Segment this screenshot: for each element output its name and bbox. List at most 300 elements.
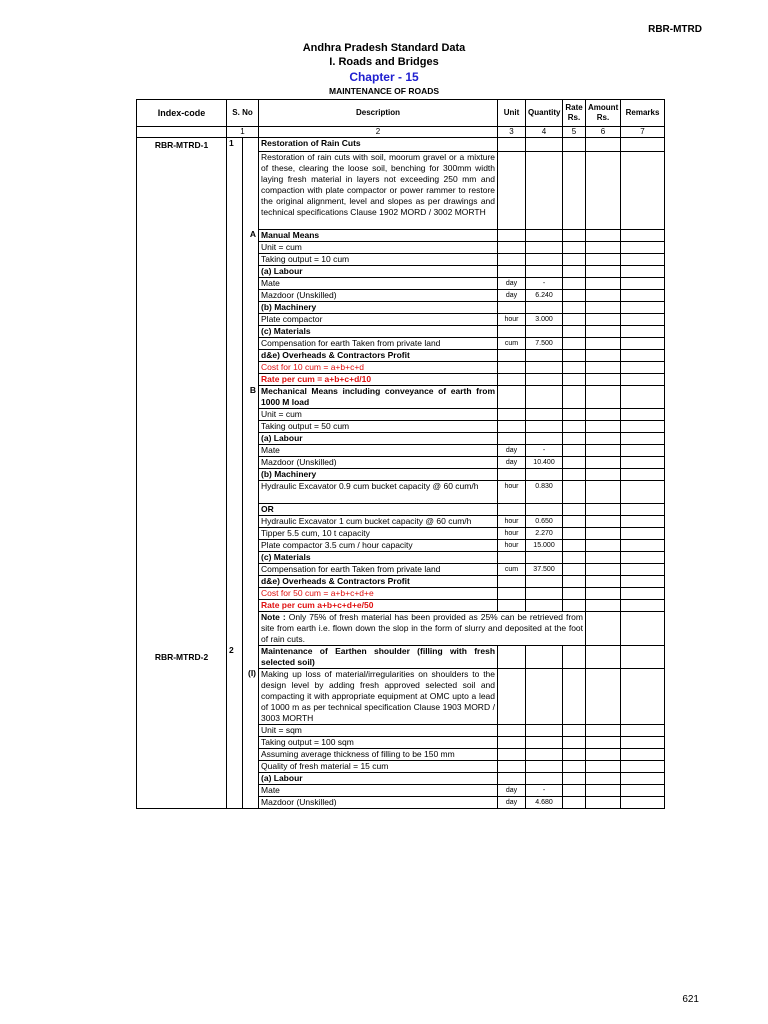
table-row	[137, 253, 665, 265]
sub-item-cell	[243, 432, 259, 444]
remarks-cell	[621, 151, 665, 229]
serial-number-cell	[227, 151, 243, 229]
sub-item-cell: B	[243, 385, 259, 408]
description-cell: Mate	[259, 277, 498, 289]
description-cell: Restoration of Rain Cuts	[259, 138, 498, 152]
serial-number-cell	[227, 444, 243, 456]
table-row	[137, 736, 665, 748]
unit-cell	[498, 138, 526, 152]
unit-cell	[498, 772, 526, 784]
serial-number-cell	[227, 337, 243, 349]
serial-number-cell	[227, 277, 243, 289]
table-row	[137, 796, 665, 808]
index-code-cell	[137, 373, 227, 385]
description-cell: (b) Machinery	[259, 468, 498, 480]
serial-number-cell	[227, 313, 243, 325]
description-cell: Hydraulic Excavator 1 cum bucket capacity @ 60 cum/h	[259, 515, 498, 527]
quantity-cell: 2.270	[526, 527, 563, 539]
index-code-cell	[137, 480, 227, 503]
description-cell: Mazdoor (Unskilled)	[259, 289, 498, 301]
remarks-cell	[621, 337, 665, 349]
description-cell: Plate compactor	[259, 313, 498, 325]
rate-cell	[563, 527, 586, 539]
table-row	[137, 373, 665, 385]
document-title: Andhra Pradesh Standard Data	[302, 42, 466, 54]
amount-cell	[586, 503, 621, 515]
rate-cell	[563, 796, 586, 808]
sub-item-cell	[243, 361, 259, 373]
unit-cell	[498, 325, 526, 337]
rate-cell	[563, 724, 586, 736]
serial-number-cell	[227, 265, 243, 277]
index-code-cell	[137, 432, 227, 444]
serial-number-cell	[227, 503, 243, 515]
unit-cell: hour	[498, 527, 526, 539]
amount-cell	[586, 527, 621, 539]
serial-number-cell	[227, 468, 243, 480]
table-row	[137, 527, 665, 539]
remarks-cell	[621, 361, 665, 373]
sub-item-cell	[243, 444, 259, 456]
index-code-cell	[137, 575, 227, 587]
sub-item-cell	[243, 724, 259, 736]
rate-cell	[563, 349, 586, 361]
amount-cell	[586, 444, 621, 456]
serial-number-cell	[227, 325, 243, 337]
amount-cell	[586, 361, 621, 373]
table-row	[137, 349, 665, 361]
index-code-cell	[137, 503, 227, 515]
sub-item-cell	[243, 772, 259, 784]
amount-cell	[586, 645, 621, 668]
remarks-cell	[621, 668, 665, 724]
remarks-cell	[621, 796, 665, 808]
sub-item-cell	[243, 611, 259, 645]
rate-cell	[563, 599, 586, 611]
serial-number-cell	[227, 301, 243, 313]
rate-cell	[563, 289, 586, 301]
description-cell: Quality of fresh material = 15 cum	[259, 760, 498, 772]
rate-cell	[563, 760, 586, 772]
description-cell: (a) Labour	[259, 772, 498, 784]
serial-number-cell	[227, 784, 243, 796]
index-code-cell	[137, 515, 227, 527]
index-code-cell	[137, 668, 227, 724]
sub-item-cell	[243, 599, 259, 611]
column-number: 1	[227, 127, 259, 138]
amount-cell	[586, 289, 621, 301]
rate-cell	[563, 645, 586, 668]
table-row	[137, 599, 665, 611]
unit-cell	[498, 432, 526, 444]
remarks-cell	[621, 241, 665, 253]
column-header: Index-code	[137, 100, 227, 127]
rate-cell	[563, 265, 586, 277]
remarks-cell	[621, 229, 665, 241]
quantity-cell	[526, 420, 563, 432]
rate-cell	[563, 456, 586, 468]
description-cell: Taking output = 50 cum	[259, 420, 498, 432]
table-row	[137, 265, 665, 277]
remarks-cell	[621, 468, 665, 480]
unit-cell	[498, 420, 526, 432]
remarks-cell	[621, 551, 665, 563]
quantity-cell	[526, 503, 563, 515]
description-cell: Assuming average thickness of filling to be 150 mm	[259, 748, 498, 760]
remarks-cell	[621, 599, 665, 611]
unit-cell	[498, 408, 526, 420]
remarks-cell	[621, 760, 665, 772]
remarks-cell	[621, 503, 665, 515]
unit-cell	[498, 503, 526, 515]
quantity-cell	[526, 253, 563, 265]
remarks-cell	[621, 349, 665, 361]
sub-item-cell	[243, 527, 259, 539]
quantity-cell: 37.500	[526, 563, 563, 575]
amount-cell	[586, 760, 621, 772]
rate-cell	[563, 539, 586, 551]
description-cell: Cost for 50 cum = a+b+c+d+e	[259, 587, 498, 599]
unit-cell	[498, 748, 526, 760]
quantity-cell: 0.650	[526, 515, 563, 527]
remarks-cell	[621, 772, 665, 784]
sub-item-cell	[243, 456, 259, 468]
index-code-cell	[137, 772, 227, 784]
column-header: Description	[259, 100, 498, 127]
serial-number-cell	[227, 349, 243, 361]
description-cell: Plate compactor 3.5 cum / hour capacity	[259, 539, 498, 551]
serial-number-cell	[227, 229, 243, 241]
amount-cell	[586, 385, 621, 408]
rate-cell	[563, 748, 586, 760]
table-row	[137, 480, 665, 503]
serial-number-cell	[227, 587, 243, 599]
serial-number-cell	[227, 760, 243, 772]
table-row	[137, 138, 665, 152]
index-code-cell	[137, 277, 227, 289]
description-cell: Unit = sqm	[259, 724, 498, 736]
rate-cell	[563, 277, 586, 289]
sub-item-cell	[243, 468, 259, 480]
unit-cell: day	[498, 796, 526, 808]
column-number: 7	[621, 127, 665, 138]
description-cell: Unit = cum	[259, 241, 498, 253]
table-row	[137, 748, 665, 760]
amount-cell	[586, 229, 621, 241]
description-cell: Mate	[259, 444, 498, 456]
amount-cell	[586, 748, 621, 760]
unit-cell: day	[498, 784, 526, 796]
index-code-cell	[137, 337, 227, 349]
remarks-cell	[621, 515, 665, 527]
remarks-cell	[621, 289, 665, 301]
rate-analysis-table	[136, 99, 665, 809]
rate-cell	[563, 408, 586, 420]
index-code-cell	[137, 736, 227, 748]
index-code-cell	[137, 539, 227, 551]
table-row	[137, 760, 665, 772]
column-number: 5	[563, 127, 586, 138]
rate-cell	[563, 480, 586, 503]
description-cell: Mazdoor (Unskilled)	[259, 456, 498, 468]
table-row	[137, 456, 665, 468]
serial-number-cell	[227, 611, 243, 645]
index-code-cell	[137, 420, 227, 432]
remarks-cell	[621, 265, 665, 277]
description-cell: OR	[259, 503, 498, 515]
index-code-cell	[137, 385, 227, 408]
remarks-cell	[621, 456, 665, 468]
rate-cell	[563, 468, 586, 480]
amount-cell	[586, 468, 621, 480]
table-header-row	[137, 100, 665, 127]
quantity-cell	[526, 760, 563, 772]
sub-item-cell	[243, 515, 259, 527]
quantity-cell: 6.240	[526, 289, 563, 301]
rate-cell	[563, 301, 586, 313]
index-code-cell	[137, 301, 227, 313]
quantity-cell	[526, 736, 563, 748]
index-code-cell	[137, 361, 227, 373]
unit-cell	[498, 253, 526, 265]
index-code-cell	[137, 289, 227, 301]
table-row	[137, 668, 665, 724]
column-number: 2	[259, 127, 498, 138]
table-row	[137, 468, 665, 480]
rate-cell	[563, 736, 586, 748]
unit-cell: day	[498, 277, 526, 289]
page-number: 621	[682, 994, 699, 1005]
sub-item-cell	[243, 373, 259, 385]
amount-cell	[586, 784, 621, 796]
note-text: Only 75% of fresh material has been provided as 25% can be retrieved from site from earth i.e. flown down the slop in the form of slurry and deposited at the foot of rain cuts.	[261, 611, 584, 644]
quantity-cell	[526, 599, 563, 611]
quantity-cell	[526, 361, 563, 373]
table-row	[137, 301, 665, 313]
quantity-cell	[526, 265, 563, 277]
column-header: S. No	[227, 100, 259, 127]
sub-item-cell	[243, 539, 259, 551]
index-code-cell	[137, 611, 227, 645]
index-code-cell	[137, 796, 227, 808]
rate-cell	[563, 444, 586, 456]
index-code-cell	[137, 784, 227, 796]
unit-cell: hour	[498, 313, 526, 325]
description-cell	[259, 611, 586, 645]
table-row	[137, 361, 665, 373]
remarks-cell	[621, 480, 665, 503]
rate-cell	[563, 151, 586, 229]
rate-cell	[563, 575, 586, 587]
quantity-cell: 10.400	[526, 456, 563, 468]
sub-item-cell	[243, 289, 259, 301]
sub-item-cell	[243, 408, 259, 420]
column-number: 6	[586, 127, 621, 138]
rate-cell	[563, 503, 586, 515]
amount-cell	[586, 349, 621, 361]
table-row	[137, 645, 665, 668]
description-cell: Restoration of rain cuts with soil, moorum gravel or a mixture of these, clearing the loose soil, benching for 300mm width laying fresh material in layers not exceeding 250 mm and compaction with plate compactor or power rammer to restore the original alignment, level and slopes as per drawings and technical specifications Clause 1902 MORD / 3002 MORTH	[259, 151, 498, 229]
remarks-cell	[621, 277, 665, 289]
serial-number-cell	[227, 253, 243, 265]
sub-item-cell	[243, 151, 259, 229]
description-cell: Mechanical Means including conveyance of earth from 1000 M load	[259, 385, 498, 408]
rate-cell	[563, 432, 586, 444]
description-cell: Taking output = 10 cum	[259, 253, 498, 265]
unit-cell	[498, 645, 526, 668]
amount-cell	[586, 575, 621, 587]
sub-item-cell	[243, 253, 259, 265]
quantity-cell	[526, 645, 563, 668]
description-cell: Tipper 5.5 cum, 10 t capacity	[259, 527, 498, 539]
amount-cell	[586, 432, 621, 444]
table-row	[137, 551, 665, 563]
rate-cell	[563, 373, 586, 385]
remarks-cell	[621, 313, 665, 325]
index-code-cell	[137, 151, 227, 229]
quantity-cell	[526, 373, 563, 385]
amount-cell	[586, 668, 621, 724]
quantity-cell	[526, 325, 563, 337]
quantity-cell: -	[526, 277, 563, 289]
sub-item-cell	[243, 337, 259, 349]
column-header: Amount Rs.	[586, 100, 621, 127]
quantity-cell	[526, 724, 563, 736]
rate-cell	[563, 563, 586, 575]
unit-cell	[498, 551, 526, 563]
unit-cell: cum	[498, 563, 526, 575]
table-row	[137, 151, 665, 229]
quantity-cell	[526, 138, 563, 152]
remarks-cell	[621, 325, 665, 337]
quantity-cell: -	[526, 444, 563, 456]
serial-number-cell	[227, 736, 243, 748]
unit-cell	[498, 587, 526, 599]
remarks-cell	[621, 539, 665, 551]
index-code-cell	[137, 444, 227, 456]
amount-cell	[586, 265, 621, 277]
amount-cell	[586, 563, 621, 575]
document-subtitle: I. Roads and Bridges	[329, 56, 439, 68]
column-header: Quantity	[526, 100, 563, 127]
unit-cell: day	[498, 289, 526, 301]
rate-cell	[563, 420, 586, 432]
remarks-cell	[621, 253, 665, 265]
amount-cell	[586, 456, 621, 468]
description-cell: Manual Means	[259, 229, 498, 241]
sub-item-cell	[243, 563, 259, 575]
remarks-cell	[621, 736, 665, 748]
quantity-cell: 3.000	[526, 313, 563, 325]
quantity-cell	[526, 432, 563, 444]
table-row	[137, 575, 665, 587]
amount-cell	[586, 151, 621, 229]
unit-cell	[498, 468, 526, 480]
quantity-cell: 0.830	[526, 480, 563, 503]
sub-item-cell	[243, 480, 259, 503]
sub-item-cell	[243, 138, 259, 152]
quantity-cell	[526, 668, 563, 724]
serial-number-cell	[227, 373, 243, 385]
unit-cell	[498, 229, 526, 241]
sub-item-cell	[243, 736, 259, 748]
serial-number-cell	[227, 408, 243, 420]
remarks-cell	[621, 385, 665, 408]
table-row	[137, 563, 665, 575]
unit-cell: hour	[498, 539, 526, 551]
column-number: 3	[498, 127, 526, 138]
column-header: Unit	[498, 100, 526, 127]
serial-number-cell	[227, 748, 243, 760]
amount-cell	[586, 587, 621, 599]
quantity-cell	[526, 468, 563, 480]
table-row	[137, 289, 665, 301]
serial-number-cell	[227, 527, 243, 539]
description-cell: d&e) Overheads & Contractors Profit	[259, 349, 498, 361]
description-cell: Taking output = 100 sqm	[259, 736, 498, 748]
sub-item-cell	[243, 796, 259, 808]
serial-number-cell	[227, 289, 243, 301]
table-row	[137, 385, 665, 408]
table-row	[137, 408, 665, 420]
serial-number-cell	[227, 361, 243, 373]
rate-cell	[563, 551, 586, 563]
amount-cell	[586, 796, 621, 808]
remarks-cell	[621, 138, 665, 152]
description-cell: Hydraulic Excavator 0.9 cum bucket capacity @ 60 cum/h	[259, 480, 498, 503]
quantity-cell	[526, 349, 563, 361]
index-code-cell	[137, 748, 227, 760]
remarks-cell	[621, 301, 665, 313]
description-cell: (a) Labour	[259, 432, 498, 444]
description-cell: (c) Materials	[259, 551, 498, 563]
sub-item-cell	[243, 325, 259, 337]
index-code-cell	[137, 468, 227, 480]
section-heading: MAINTENANCE OF ROADS	[328, 86, 440, 96]
amount-cell	[586, 539, 621, 551]
amount-cell	[586, 277, 621, 289]
amount-cell	[586, 724, 621, 736]
remarks-cell	[621, 420, 665, 432]
serial-number-cell: 1	[227, 138, 243, 152]
serial-number-cell	[227, 241, 243, 253]
serial-number-cell	[227, 432, 243, 444]
sub-item-cell	[243, 301, 259, 313]
index-code-cell: RBR-MTRD-2	[137, 645, 227, 668]
description-cell: Cost for 10 cum = a+b+c+d	[259, 361, 498, 373]
serial-number-cell	[227, 420, 243, 432]
column-header: Remarks	[621, 100, 665, 127]
quantity-cell: 4.680	[526, 796, 563, 808]
rate-cell	[563, 337, 586, 349]
remarks-cell	[621, 563, 665, 575]
index-code-cell	[137, 265, 227, 277]
index-code-cell	[137, 313, 227, 325]
quantity-cell	[526, 772, 563, 784]
rate-cell	[563, 313, 586, 325]
description-cell: Compensation for earth Taken from private land	[259, 563, 498, 575]
sub-item-cell	[243, 645, 259, 668]
table-row	[137, 724, 665, 736]
description-cell: Unit = cum	[259, 408, 498, 420]
unit-cell: cum	[498, 337, 526, 349]
unit-cell: hour	[498, 515, 526, 527]
sub-item-cell	[243, 277, 259, 289]
remarks-cell	[621, 408, 665, 420]
amount-cell	[586, 138, 621, 152]
remarks-cell	[621, 748, 665, 760]
sub-item-cell: (I)	[243, 668, 259, 724]
